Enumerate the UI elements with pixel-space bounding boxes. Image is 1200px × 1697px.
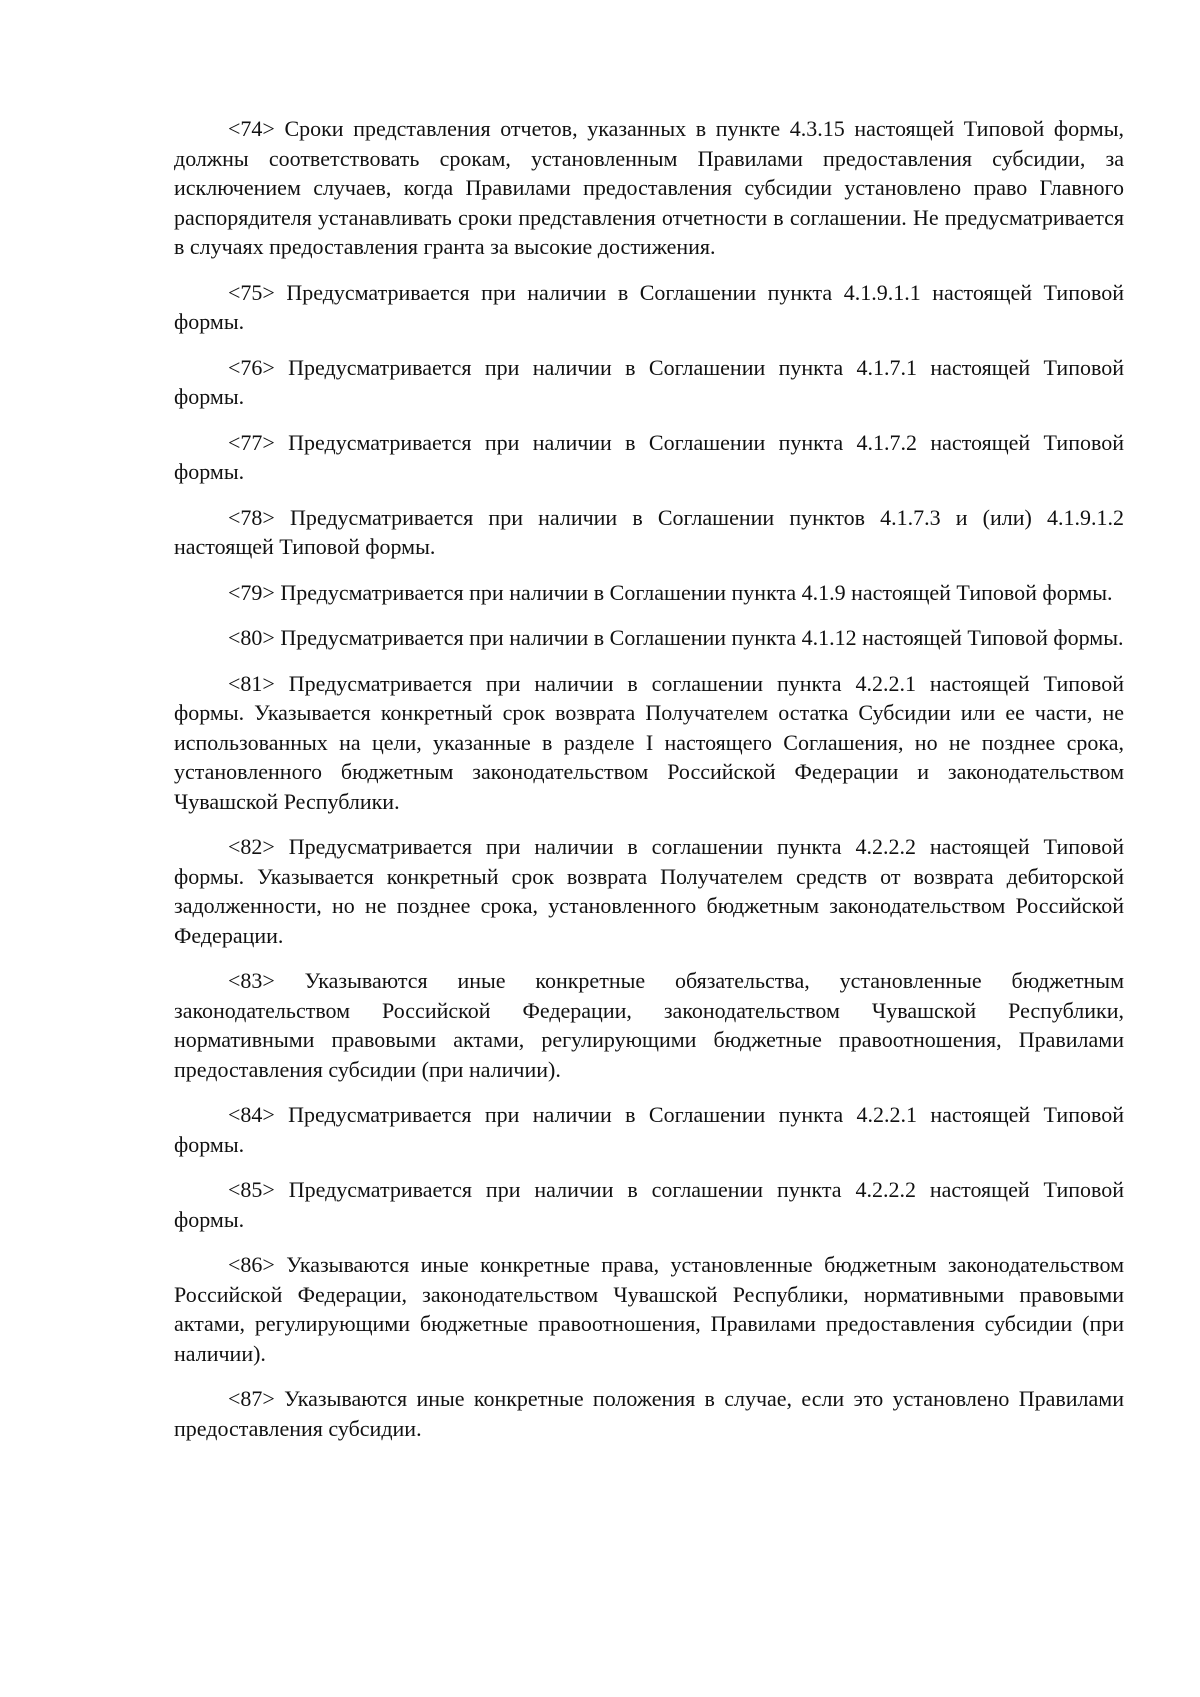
footnote-80: <80> Предусматривается при наличии в Соглашении пункта 4.1.12 настоящей Типовой формы. <box>228 625 1124 650</box>
footnote-81: <81> Предусматривается при наличии в соглашении пункта 4.2.2.1 настоящей Типовой формы. Указывается конкретный срок возврата Получателем остатка Субсидии или ее части, не использованных на цели, указанные в разделе I настоящего Соглашения, но не позднее срока, установленного бюджетным законодательством Российской Федерации и законодательством Чувашской Республики. <box>174 670 1124 814</box>
footnote-74: <74> Сроки представления отчетов, указанных в пункте 4.3.15 настоящей Типовой формы, должны соответствовать срокам, установленным Правилами предоставления субсидии, за исключением случаев, когда Правилами предоставления субсидии установлено право Главного распорядителя устанавливать сроки представления отчетности в соглашении. Не предусматривается в случаях предоставления гранта за высокие достижения. <box>174 116 1124 259</box>
footnote-82: <82> Предусматривается при наличии в соглашении пункта 4.2.2.2 настоящей Типовой формы. Указывается конкретный срок возврата Получателем средств от возврата дебиторской задолженности, но не позднее срока, установленного бюджетным законодательством Российской Федерации. <box>174 834 1124 948</box>
footnote-83: <83> Указываются иные конкретные обязательства, установленные бюджетным законодательством Российской Федерации, законодательством Чувашской Республики, нормативными правовыми актами, регулирующими бюджетные правоотношения, Правилами предоставления субсидии (при наличии). <box>174 968 1124 1082</box>
footnote-87: <87> Указываются иные конкретные положения в случае, если это установлено Правилами предоставления субсидии. <box>174 1386 1124 1441</box>
footnote-85: <85> Предусматривается при наличии в соглашении пункта 4.2.2.2 настоящей Типовой формы. <box>174 1177 1124 1232</box>
footnotes-section <box>174 114 1124 1459</box>
footnote-79: <79> Предусматривается при наличии в Соглашении пункта 4.1.9 настоящей Типовой формы. <box>228 579 1113 605</box>
footnote-76: <76> Предусматривается при наличии в Соглашении пункта 4.1.7.1 настоящей Типовой формы. <box>174 354 1124 409</box>
footnote-86: <86> Указываются иные конкретные права, установленные бюджетным законодательством Российской Федерации, законодательством Чувашской Республики, нормативными правовыми актами, регулирующими бюджетные правоотношения, Правилами предоставления субсидии (при наличии). <box>174 1252 1124 1366</box>
footnote-84: <84> Предусматривается при наличии в Соглашении пункта 4.2.2.1 настоящей Типовой формы. <box>174 1102 1124 1157</box>
footnote-77: <77> Предусматривается при наличии в Соглашении пункта 4.1.7.2 настоящей Типовой формы. <box>174 429 1124 484</box>
footnote-75: <75> Предусматривается при наличии в Соглашении пункта 4.1.9.1.1 настоящей Типовой формы. <box>174 279 1124 334</box>
footnote-78: <78> Предусматривается при наличии в Соглашении пунктов 4.1.7.3 и (или) 4.1.9.1.2 настоящей Типовой формы. <box>174 504 1124 559</box>
